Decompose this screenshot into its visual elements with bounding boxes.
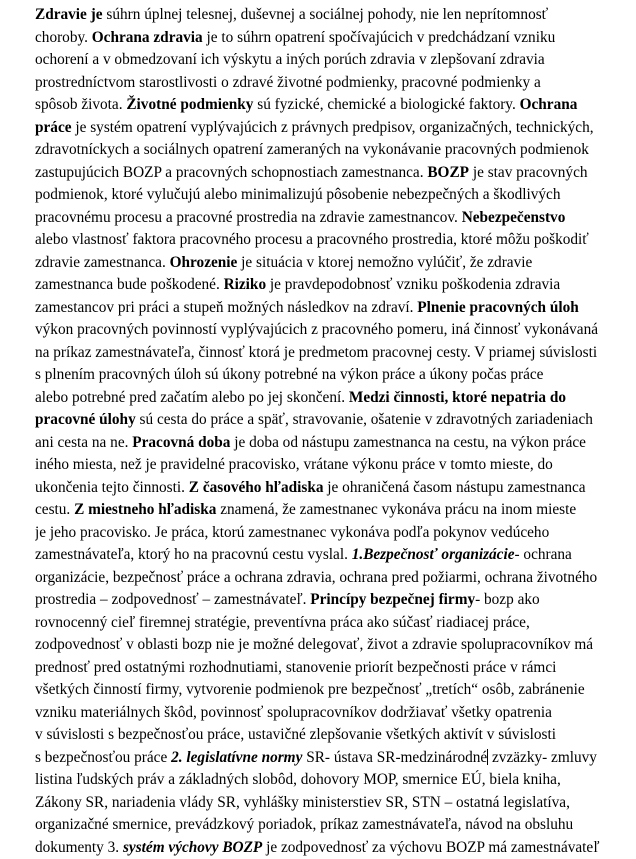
bold-italic-heading: systém výchovy BOZP bbox=[123, 839, 262, 856]
text-line bbox=[35, 454, 636, 477]
bold-term: Ochrana bbox=[520, 96, 578, 113]
text-run: s plnením pracovných úloh sú úkony potrebné na výkon práce a úkony počas práce bbox=[35, 366, 543, 383]
text-run: je systém opatrení vyplývajúcich z právnych predpisov, organizačných, technických, bbox=[72, 119, 594, 136]
text-run: podmienok, ktoré vylučujú alebo minimalizujú pôsobenie nebezpečných a škodlivých bbox=[35, 186, 560, 203]
text-run: je to súhrn opatrení spočívajúcich v predchádzaní vzniku bbox=[203, 29, 556, 46]
document-page[interactable] bbox=[35, 4, 636, 859]
text-line bbox=[35, 679, 636, 702]
text-line bbox=[35, 252, 636, 275]
text-run: zamestancov pri práci a stupeň možných následkov na zdraví. bbox=[35, 299, 417, 316]
text-line bbox=[35, 319, 636, 342]
text-line bbox=[35, 747, 636, 770]
bold-term: práce bbox=[35, 119, 72, 136]
text-line bbox=[35, 814, 636, 837]
text-line bbox=[35, 297, 636, 320]
text-run: SR- ústava SR-medzinárodné bbox=[302, 749, 487, 766]
text-run: znamená, že zamestnanec vykonáva prácu na inom mieste bbox=[216, 501, 576, 518]
text-run: je pravdepodobnosť vzniku poškodenia zdravia bbox=[266, 276, 560, 293]
text-line bbox=[35, 387, 636, 410]
text-line bbox=[35, 724, 636, 747]
text-line bbox=[35, 567, 636, 590]
text-line bbox=[35, 184, 636, 207]
text-line bbox=[35, 589, 636, 612]
text-line bbox=[35, 499, 636, 522]
bold-term: Riziko bbox=[224, 276, 267, 293]
text-run: zastupujúcich BOZP a pracovných schopnostiach zamestnanca. bbox=[35, 164, 427, 181]
text-run: prednosť pred ostatnými rozhodnutiami, stanovenie priorít bezpečnosti práce v rámci bbox=[35, 659, 556, 676]
text-run: pracovnému procesu a pracovné prostredia na zdravie zamestnancov. bbox=[35, 209, 462, 226]
text-line bbox=[35, 837, 636, 859]
text-line bbox=[35, 769, 636, 792]
text-line bbox=[35, 207, 636, 230]
text-run: sú fyzické, chemické a biologické faktory. bbox=[253, 96, 519, 113]
text-run: prostredníctvom starostlivosti o zdravé životné podmienky, pracovné podmienky a bbox=[35, 74, 541, 91]
text-run: je jeho pracovisko. Je práca, ktorú zamestnanec vykonáva podľa pokynov vedúceho bbox=[35, 524, 549, 541]
text-run: zdravie zamestnanca. bbox=[35, 254, 170, 271]
text-line bbox=[35, 274, 636, 297]
text-line bbox=[35, 702, 636, 725]
text-line bbox=[35, 432, 636, 455]
text-run: alebo vlastnosť faktora pracovného procesu a pracovného prostredia, ktoré môžu poškodiť bbox=[35, 231, 589, 248]
text-line bbox=[35, 522, 636, 545]
text-run: zodpovednosť v oblasti bozp nie je možné delegovať, život a zdravie spolupracovníkov má bbox=[35, 636, 593, 653]
text-run: Zákony SR, nariadenia vlády SR, vyhlášky ministerstiev SR, STN – ostatná legislatíva, bbox=[35, 794, 570, 811]
bold-term: Medzi činnosti, ktoré nepatria do bbox=[349, 389, 566, 406]
text-run: zdravotníckych a sociálnych opatrení zameraných na vykonávanie pracovných podmienok bbox=[35, 141, 589, 158]
text-run: iného miesta, než je pravidelné pracovisko, vrátane výkonu práce v tomto mieste, do bbox=[35, 456, 553, 473]
text-run: spôsob života. bbox=[35, 96, 126, 113]
text-run: je zodpovednosť za výchovu BOZP má zamestnávateľ bbox=[262, 839, 599, 856]
text-run: výkon pracovných povinností vyplývajúcich z pracovného pomeru, iná činnosť vykonávaná bbox=[35, 321, 598, 338]
bold-term: Nebezpečenstvo bbox=[462, 209, 566, 226]
bold-term: Z miestneho hľadiska bbox=[74, 501, 216, 518]
text-run: je stav pracovných bbox=[469, 164, 588, 181]
text-run: - bozp ako bbox=[475, 591, 540, 608]
bold-term: pracovné úlohy bbox=[35, 411, 136, 428]
text-line bbox=[35, 4, 636, 27]
text-line bbox=[35, 634, 636, 657]
text-run: organizačné smernice, prevádzkový poriadok, príkaz zamestnávateľa, návod na obsluhu bbox=[35, 816, 573, 833]
bold-term: Pracovná doba bbox=[132, 434, 230, 451]
text-line bbox=[35, 657, 636, 680]
text-line bbox=[35, 409, 636, 432]
text-line bbox=[35, 612, 636, 635]
bold-italic-heading: 2. legislatívne normy bbox=[171, 749, 302, 766]
bold-term: Ochrana zdravia bbox=[92, 29, 203, 46]
text-run: je situácia v ktorej nemožno vylúčiť, že zdravie bbox=[237, 254, 532, 271]
text-run: alebo potrebné pred začatím alebo po jej skončení. bbox=[35, 389, 349, 406]
text-run: organizácie, bezpečnosť práce a ochrana zdravia, ochrana pred požiarmi, ochrana životného bbox=[35, 569, 597, 586]
text-run: listina ľudských práv a základných slobôd, dohovory MOP, smernice EÚ, biela kniha, bbox=[35, 771, 561, 788]
text-run: - ochrana bbox=[515, 546, 572, 563]
text-line bbox=[35, 544, 636, 567]
text-run: choroby. bbox=[35, 29, 92, 46]
text-line bbox=[35, 229, 636, 252]
text-run: v súvislosti s bezpečnosťou práce, ustavičné zlepšovanie všetkých aktivít v súvislosti bbox=[35, 726, 556, 743]
text-run: ukončenia tejto činnosti. bbox=[35, 479, 189, 496]
text-run: všetkých činností firmy, vytvorenie podmienok pre bezpečnosť „tretích“ osôb, zabránenie bbox=[35, 681, 585, 698]
bold-term: Zdravie je bbox=[35, 6, 103, 23]
text-run: súhrn úplnej telesnej, duševnej a sociálnej pohody, nie len neprítomnosť bbox=[103, 6, 549, 23]
text-line bbox=[35, 49, 636, 72]
text-line bbox=[35, 162, 636, 185]
text-run: zvzäzky- zmluvy bbox=[488, 749, 597, 766]
text-line bbox=[35, 477, 636, 500]
text-run: je ohraničená časom nástupu zamestnanca bbox=[323, 479, 585, 496]
text-line bbox=[35, 364, 636, 387]
bold-italic-heading: 1.Bezpečnosť organizácie bbox=[352, 546, 515, 563]
text-run: ani cesta na ne. bbox=[35, 434, 132, 451]
text-run: rovnocenný cieľ firemnej stratégie, preventívna práca ako súčasť riadiacej práce, bbox=[35, 614, 530, 631]
text-line bbox=[35, 139, 636, 162]
text-line bbox=[35, 342, 636, 365]
text-run: zamestnávateľa, ktorý ho na pracovnú cestu vyslal. bbox=[35, 546, 352, 563]
text-run: cestu. bbox=[35, 501, 74, 518]
bold-term: Z časového hľadiska bbox=[189, 479, 324, 496]
text-line bbox=[35, 94, 636, 117]
text-run: dokumenty 3. bbox=[35, 839, 123, 856]
bold-term: Ohrozenie bbox=[170, 254, 238, 271]
bold-term: Princípy bezpečnej firmy bbox=[310, 591, 475, 608]
text-run: ochorení a v obmedzovaní ich výskytu a iných porúch zdravia v zlepšovaní zdravia bbox=[35, 51, 545, 68]
text-line bbox=[35, 72, 636, 95]
text-run: je doba od nástupu zamestnanca na cestu, na výkon práce bbox=[230, 434, 586, 451]
text-run: sú cesta do práce a späť, stravovanie, ošatenie v zdravotných zariadeniach bbox=[136, 411, 593, 428]
text-run: na príkaz zamestnávateľa, činnosť ktorá je predmetom pracovnej cesty. V priamej súvislosti bbox=[35, 344, 597, 361]
text-line bbox=[35, 117, 636, 140]
text-run: s bezpečnosťou práce bbox=[35, 749, 171, 766]
text-line bbox=[35, 27, 636, 50]
text-run: prostredia – zodpovednosť – zamestnávateľ. bbox=[35, 591, 310, 608]
text-run: zamestnanca bude poškodené. bbox=[35, 276, 224, 293]
bold-term: BOZP bbox=[427, 164, 469, 181]
text-run: vzniku materiálnych škôd, povinnosť spolupracovníkov dodržiavať všetky opatrenia bbox=[35, 704, 552, 721]
bold-term: Plnenie pracovných úloh bbox=[417, 299, 578, 316]
text-line bbox=[35, 792, 636, 815]
bold-term: Životné podmienky bbox=[126, 96, 253, 113]
